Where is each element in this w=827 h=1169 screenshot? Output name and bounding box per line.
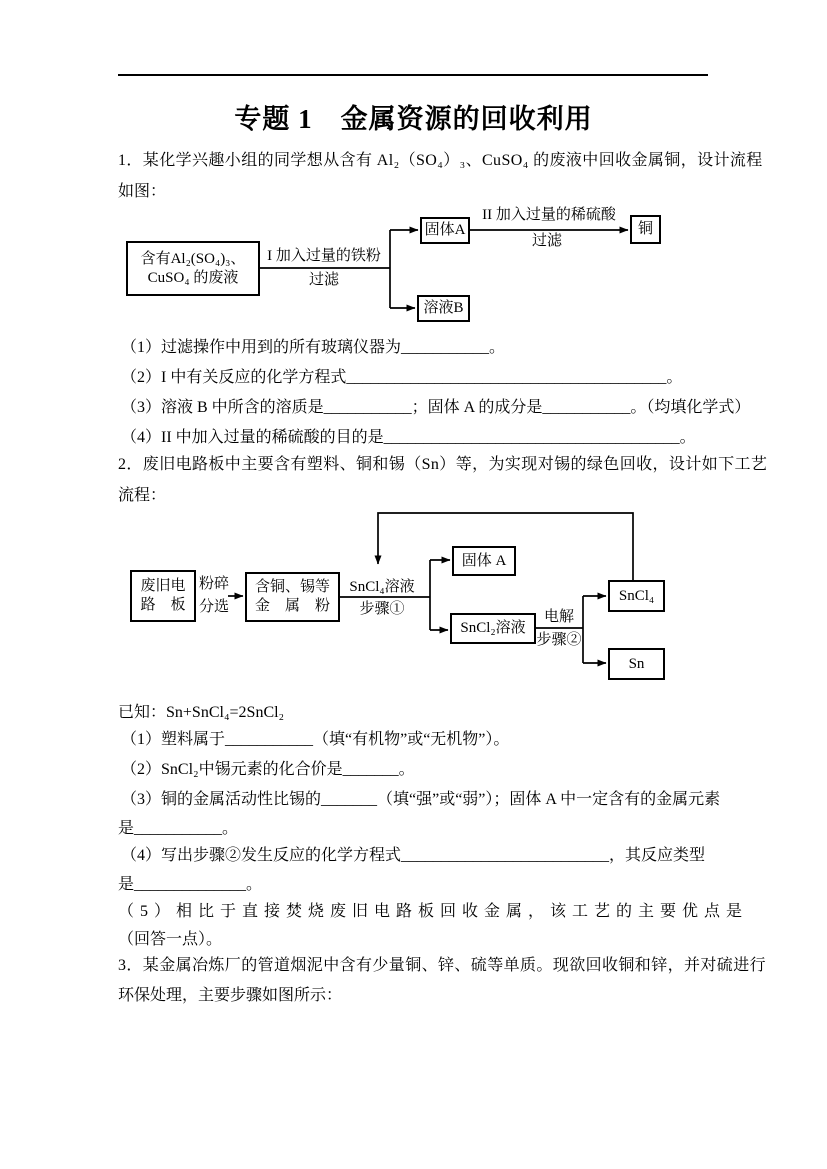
flow2-sort-label: 分选 bbox=[198, 599, 230, 615]
q1-intro-line1: 1．某化学兴趣小组的同学想从含有 Al₂（SO₄）₃、CuSO₄ 的废液中回收金属铜，设计流程 bbox=[118, 152, 763, 169]
flow2-board-line1: 废旧电 bbox=[140, 578, 186, 594]
flow2-sncl2-label: SnCl₂溶液 bbox=[460, 620, 526, 636]
q2-intro-line2: 流程： bbox=[118, 487, 167, 504]
flow1-step2-label: II 加入过量的稀硫酸 bbox=[482, 207, 616, 223]
flow2-solid-a-box bbox=[452, 546, 516, 576]
q2-sub5-cont: （回答一点）。 bbox=[118, 931, 223, 948]
flow1-step2-filter-label: 过滤 bbox=[531, 233, 563, 249]
flow2-sncl4-box bbox=[608, 580, 665, 612]
flow1-copper-box bbox=[630, 215, 661, 244]
q2-sub1: （1）塑料属于___________（填“有机物”或“无机物”）。 bbox=[121, 731, 510, 748]
flow2-step1-solution-label: SnCl₄溶液 bbox=[349, 579, 415, 595]
q2-sub4: （4）写出步骤②发生反应的化学方程式__________________________，其反应类型 bbox=[121, 847, 706, 864]
flow2-sncl2-box bbox=[450, 613, 536, 644]
flow2-step2-label: 步骤② bbox=[536, 632, 582, 648]
q2-sub5: （5）相比于直接焚烧废旧电路板回收金属，该工艺的主要优点是 bbox=[118, 903, 749, 920]
q1-sub1: （1）过滤操作中用到的所有玻璃仪器为___________。 bbox=[121, 339, 506, 356]
flow1-source-line2: CuSO₄ 的废液 bbox=[147, 269, 239, 286]
flow2-board-box bbox=[130, 570, 196, 622]
header-rule bbox=[118, 74, 708, 76]
q1-intro-line2: 如图： bbox=[118, 183, 167, 200]
flow2-sncl4-label: SnCl₄ bbox=[618, 587, 655, 604]
flow2-powder-line1: 含铜、锡等 bbox=[254, 579, 330, 595]
q3-intro-line1: 3．某金属冶炼厂的管道烟泥中含有少量铜、锌、硫等单质。现欲回收铜和锌，并对硫进行 bbox=[118, 957, 767, 974]
flow2-step1-label: 步骤① bbox=[359, 601, 405, 617]
flow1-source-line1: 含有Al₂(SO₄)₃、 bbox=[140, 250, 246, 267]
q1-sub4: （4）II 中加入过量的稀硫酸的目的是_____________________________________。 bbox=[121, 429, 696, 446]
flow1-source-box bbox=[126, 241, 260, 296]
page-title: 专题 1 金属资源的回收利用 bbox=[234, 104, 593, 134]
q2-sub2: （2）SnCl₂中锡元素的化合价是_______。 bbox=[121, 761, 415, 778]
q2-intro-line1: 2．废旧电路板中主要含有塑料、铜和锡（Sn）等，为实现对锡的绿色回收，设计如下工艺 bbox=[118, 456, 768, 473]
flow2-sn-box bbox=[608, 648, 665, 680]
flow1-step1-filter-label: 过滤 bbox=[308, 272, 340, 288]
flow2-solid-a-label: 固体 A bbox=[461, 552, 507, 569]
flow1-solution-b-box bbox=[417, 295, 470, 322]
flow2-powder-line2: 金 属 粉 bbox=[254, 598, 330, 614]
flow2-crush-label: 粉碎 bbox=[198, 576, 230, 592]
flow1-solid-a-label: 固体A bbox=[424, 222, 466, 238]
flow1-copper-label: 铜 bbox=[637, 221, 653, 237]
q1-sub3: （3）溶液 B 中所含的溶质是___________；固体 A 的成分是___________。（均填化学式） bbox=[121, 399, 751, 416]
flow1-solid-a-box bbox=[420, 217, 470, 244]
flow2-sn-label: Sn bbox=[628, 655, 645, 672]
flow2-electrolysis-label: 电解 bbox=[543, 609, 575, 625]
q2-sub4-cont: 是______________。 bbox=[118, 876, 263, 893]
flow2-board-line2: 路 板 bbox=[140, 597, 186, 613]
q2-sub3: （3）铜的金属活动性比锡的_______（填“强”或“弱”）；固体 A 中一定含有的金属元素 bbox=[121, 791, 721, 808]
q2-sub3-cont: 是___________。 bbox=[118, 820, 239, 837]
q3-intro-line2: 环保处理，主要步骤如图所示： bbox=[118, 987, 343, 1004]
flow1-solution-b-label: 溶液B bbox=[423, 300, 464, 316]
q1-sub2: （2）I 中有关反应的化学方程式________________________________________。 bbox=[121, 369, 683, 386]
q2-known-equation: 已知：Sn+SnCl₄=2SnCl₂ bbox=[118, 704, 285, 721]
flow2-powder-box bbox=[245, 572, 340, 622]
flow1-step1-label: I 加入过量的铁粉 bbox=[267, 248, 381, 264]
